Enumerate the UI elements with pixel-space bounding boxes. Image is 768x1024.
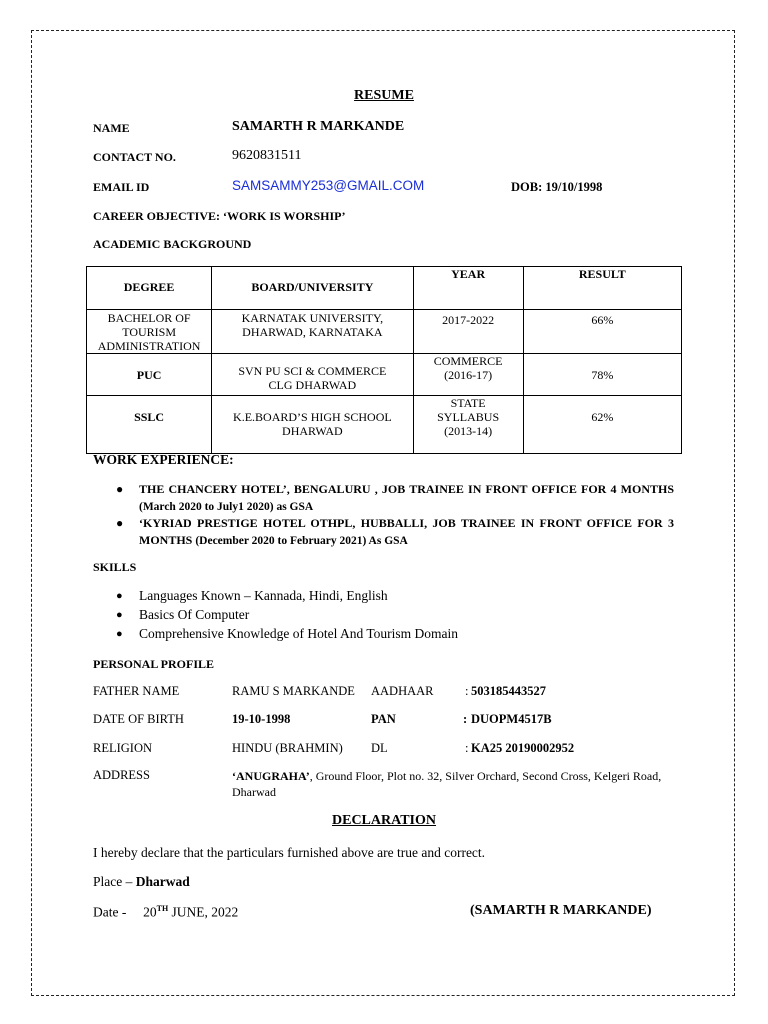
aadhaar-label: AADHAAR bbox=[371, 684, 434, 698]
place-line bbox=[93, 874, 190, 890]
place-label: Place – bbox=[93, 874, 133, 889]
table-cell: COMMERCE (2016-17) bbox=[413, 354, 523, 396]
pan-colon: : bbox=[463, 712, 468, 726]
table-cell: 2017-2022 bbox=[413, 310, 523, 354]
pan-value: DUOPM4517B bbox=[471, 712, 552, 726]
table-cell: 62% bbox=[523, 396, 681, 454]
address-label: ADDRESS bbox=[93, 768, 150, 782]
dl-value: KA25 20190002952 bbox=[471, 741, 575, 755]
work-item bbox=[139, 515, 674, 550]
table-cell: K.E.BOARD’S HIGH SCHOOL DHARWAD bbox=[212, 396, 413, 454]
table-cell: STATE SYLLABUS (2013-14) bbox=[413, 396, 523, 454]
work-item-detail: (March 2020 to July1 2020) as GSA bbox=[139, 501, 314, 513]
bullet-icon: ● bbox=[116, 628, 123, 640]
table-row bbox=[87, 396, 682, 454]
table-header-cell: YEAR bbox=[413, 267, 523, 310]
table-header-cell: DEGREE bbox=[87, 267, 212, 310]
religion-value: HINDU (BRAHMIN) bbox=[232, 741, 343, 755]
address-value bbox=[232, 768, 672, 800]
table-row bbox=[87, 310, 682, 354]
table-cell: BACHELOR OF TOURISM ADMINISTRATION bbox=[87, 310, 212, 354]
table-cell: 66% bbox=[523, 310, 681, 354]
father-value: RAMU S MARKANDE bbox=[232, 684, 355, 698]
declaration-heading: DECLARATION bbox=[332, 813, 436, 828]
work-item bbox=[139, 481, 674, 516]
work-item-main: THE CHANCERY HOTEL’, BENGALURU , JOB TRAINEE IN FRONT OFFICE FOR 4 MONTHS bbox=[139, 482, 674, 496]
table-row bbox=[87, 354, 682, 396]
name-value: SAMARTH R MARKANDE bbox=[232, 119, 405, 134]
place-value: Dharwad bbox=[135, 874, 190, 889]
email-link[interactable]: SAMSAMMY253@GMAIL.COM bbox=[232, 178, 425, 193]
bullet-icon: ● bbox=[116, 590, 123, 602]
table-cell: 78% bbox=[523, 354, 681, 396]
pan-label: PAN bbox=[371, 712, 396, 726]
dob-header: DOB: 19/10/1998 bbox=[511, 180, 603, 194]
bullet-icon: ● bbox=[116, 482, 124, 496]
career-objective: CAREER OBJECTIVE: ‘WORK IS WORSHIP’ bbox=[93, 209, 346, 223]
academic-table bbox=[86, 266, 682, 454]
religion-label: RELIGION bbox=[93, 741, 153, 755]
father-label: FATHER NAME bbox=[93, 684, 180, 698]
contact-label: CONTACT NO. bbox=[93, 150, 176, 164]
date-rest: JUNE, 2022 bbox=[171, 904, 239, 920]
dl-colon: : bbox=[465, 741, 469, 755]
date-label: Date - bbox=[93, 904, 127, 920]
table-header-row bbox=[87, 267, 682, 310]
skill-item: Basics Of Computer bbox=[139, 607, 250, 622]
work-heading: WORK EXPERIENCE: bbox=[93, 452, 234, 467]
skill-item: Languages Known – Kannada, Hindi, English bbox=[139, 588, 388, 603]
date-line bbox=[93, 904, 238, 921]
profile-heading: PERSONAL PROFILE bbox=[93, 657, 215, 671]
dob-value: 19-10-1998 bbox=[232, 712, 291, 726]
academic-heading: ACADEMIC BACKGROUND bbox=[93, 237, 252, 251]
date-sup: TH bbox=[156, 904, 169, 913]
dob-label: DATE OF BIRTH bbox=[93, 712, 184, 726]
skill-item: Comprehensive Knowledge of Hotel And Tourism Domain bbox=[139, 626, 459, 641]
work-item-main: ‘KYRIAD PRESTIGE HOTEL OTHPL, HUBBALLI, JOB TRAINEE IN FRONT OFFICE FOR 3 MONTHS bbox=[139, 516, 674, 547]
email-label: EMAIL ID bbox=[93, 180, 150, 194]
table-cell: SVN PU SCI & COMMERCE CLG DHARWAD bbox=[212, 354, 413, 396]
table-cell: PUC bbox=[87, 354, 212, 396]
skills-heading: SKILLS bbox=[93, 560, 137, 574]
bullet-icon: ● bbox=[116, 516, 124, 530]
address-rest: , Ground Floor, Plot no. 32, Silver Orchard, Second Cross, Kelgeri Road, Dharwad bbox=[232, 769, 662, 799]
dl-label: DL bbox=[371, 741, 388, 755]
date-day: 20 bbox=[143, 904, 157, 920]
address-name: ‘ANUGRAHA’ bbox=[232, 769, 310, 783]
table-cell: SSLC bbox=[87, 396, 212, 454]
signature: (SAMARTH R MARKANDE) bbox=[470, 903, 652, 918]
resume-title: RESUME bbox=[354, 88, 414, 103]
contact-value: 9620831511 bbox=[232, 148, 302, 163]
table-cell: KARNATAK UNIVERSITY, DHARWAD, KARNATAKA bbox=[212, 310, 413, 354]
bullet-icon: ● bbox=[116, 609, 123, 621]
aadhaar-value: 503185443527 bbox=[471, 684, 546, 698]
aadhaar-colon: : bbox=[465, 684, 469, 698]
name-label: NAME bbox=[93, 121, 130, 135]
table-header-cell: BOARD/UNIVERSITY bbox=[212, 267, 413, 310]
declaration-text: I hereby declare that the particulars furnished above are true and correct. bbox=[93, 845, 486, 860]
table-header-cell: RESULT bbox=[523, 267, 681, 310]
work-item-detail: (December 2020 to February 2021) As GSA bbox=[195, 535, 408, 547]
